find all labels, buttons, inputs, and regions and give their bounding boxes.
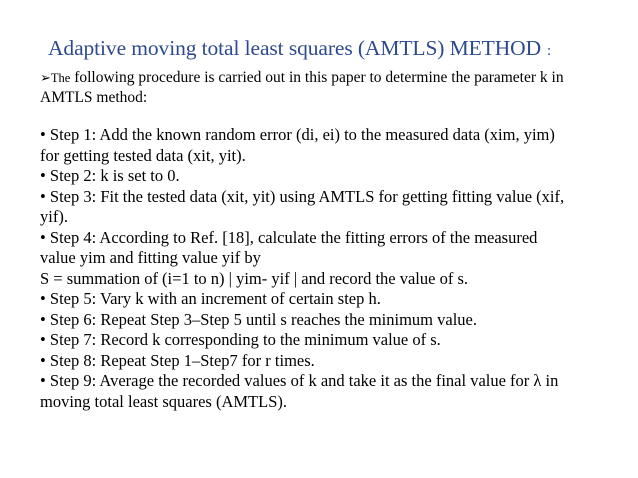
step-8: • Step 8: Repeat Step 1–Step7 for r times. [40, 350, 315, 370]
arrow-bullet-icon: ➢ [40, 70, 51, 85]
step-1-line-1: • Step 1: Add the known random error (di, ei) to the measured data (xim, yim) [40, 125, 555, 144]
step-3-line-2: yif). [40, 207, 68, 226]
step-3-line-1: • Step 3: Fit the tested data (xit, yit) using AMTLS for getting fitting value (xif, [40, 186, 565, 206]
step-9-line-2: moving total least squares (AMTLS). [40, 391, 288, 411]
step-1-line-2: for getting tested data (xit, yit). [40, 145, 246, 165]
slide-title-colon: : [547, 43, 552, 59]
step-7: • Step 7: Record k corresponding to the minimum value of s. [40, 330, 441, 349]
step-2: • Step 2: k is set to 0. [40, 166, 180, 185]
slide-title [48, 36, 551, 61]
step-4-line-2: value yim and fitting value yif by [40, 248, 261, 267]
intro-paragraph [40, 68, 610, 107]
intro-line-2: AMTLS method: [40, 89, 148, 106]
step-4-line-1: • Step 4: According to Ref. [18], calculate the fitting errors of the measured [40, 227, 538, 247]
intro-line-1: following procedure is carried out in this paper to determine the parameter k in [70, 69, 564, 86]
slide-title-text: Adaptive moving total least squares (AMTLS) METHOD [48, 36, 541, 60]
step-6: • Step 6: Repeat Step 3–Step 5 until s reaches the minimum value. [40, 309, 477, 329]
step-5: • Step 5: Vary k with an increment of certain step h. [40, 289, 381, 308]
steps-list [40, 125, 615, 412]
intro-the: The [50, 71, 71, 85]
step-4-formula: S = summation of (i=1 to n) | yim- yif | and record the value of s. [40, 268, 469, 288]
step-9-line-1: • Step 9: Average the recorded values of k and take it as the final value for λ in [40, 371, 559, 390]
